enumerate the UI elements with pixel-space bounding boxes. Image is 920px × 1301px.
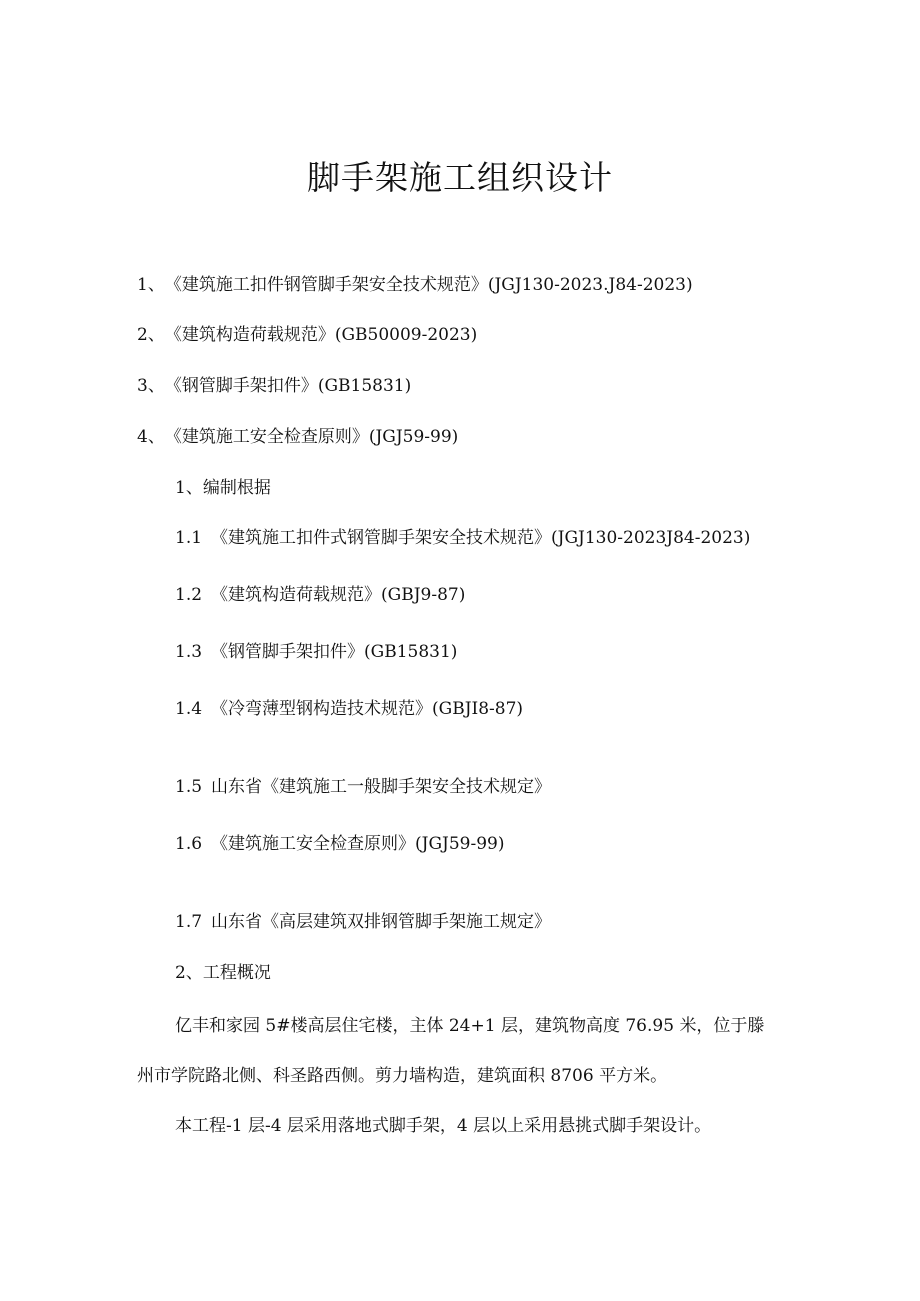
- basis-text: 山东省《高层建筑双排钢管脚手架施工规定》: [211, 912, 551, 932]
- reference-text: 《建筑构造荷载规范》(GB50009-2023): [164, 325, 478, 345]
- reference-number: 2、: [137, 325, 165, 345]
- reference-text: 《建筑施工安全检查原则》(JGJ59-99): [164, 427, 459, 447]
- basis-item-1-6: [175, 834, 504, 854]
- overview-paragraph-1-line-1: 亿丰和家园 5#楼高层住宅楼，主体 24+1 层，建筑物高度 76.95 米，位于滕: [175, 1016, 765, 1036]
- basis-text: 《冷弯薄型钢构造技术规范》(GBJI8-87): [211, 699, 524, 719]
- basis-number: 1.6: [175, 834, 203, 854]
- basis-number: 1.7: [175, 912, 203, 932]
- basis-text: 《钢管脚手架扣件》(GB15831): [211, 642, 458, 662]
- reference-text: 《钢管脚手架扣件》(GB15831): [164, 376, 412, 396]
- basis-text: 《建筑构造荷载规范》(GBJ9-87): [211, 585, 466, 605]
- reference-text: 《建筑施工扣件钢管脚手架安全技术规范》(JGJ130-2023.J84-2023): [164, 275, 693, 295]
- basis-number: 1.5: [175, 777, 203, 797]
- basis-item-1-3: [175, 642, 457, 662]
- reference-item-1: [137, 275, 693, 295]
- basis-item-1-5: [175, 777, 551, 797]
- section-1-heading: 1、编制根据: [175, 478, 271, 498]
- reference-number: 1、: [137, 275, 165, 295]
- basis-number: 1.3: [175, 642, 203, 662]
- basis-item-1-2: [175, 585, 465, 605]
- reference-number: 4、: [137, 427, 165, 447]
- basis-item-1-1: [175, 528, 750, 548]
- basis-number: 1.4: [175, 699, 203, 719]
- basis-item-1-7: [175, 912, 551, 932]
- basis-text: 山东省《建筑施工一般脚手架安全技术规定》: [211, 777, 551, 797]
- section-2-heading: 2、工程概况: [175, 963, 271, 983]
- basis-number: 1.1: [175, 528, 203, 548]
- basis-text: 《建筑施工安全检查原则》(JGJ59-99): [211, 834, 505, 854]
- document-title: 脚手架施工组织设计: [307, 158, 613, 197]
- overview-paragraph-2: 本工程-1 层-4 层采用落地式脚手架，4 层以上采用悬挑式脚手架设计。: [175, 1116, 712, 1136]
- reference-number: 3、: [137, 376, 165, 396]
- basis-item-1-4: [175, 699, 523, 719]
- basis-number: 1.2: [175, 585, 203, 605]
- reference-item-4: [137, 427, 458, 447]
- overview-paragraph-1-line-2: 州市学院路北侧、科圣路西侧。剪力墙构造，建筑面积 8706 平方米。: [137, 1066, 668, 1086]
- basis-text: 《建筑施工扣件式钢管脚手架安全技术规范》(JGJ130-2023J84-2023): [211, 528, 751, 548]
- reference-item-2: [137, 325, 477, 345]
- reference-item-3: [137, 376, 411, 396]
